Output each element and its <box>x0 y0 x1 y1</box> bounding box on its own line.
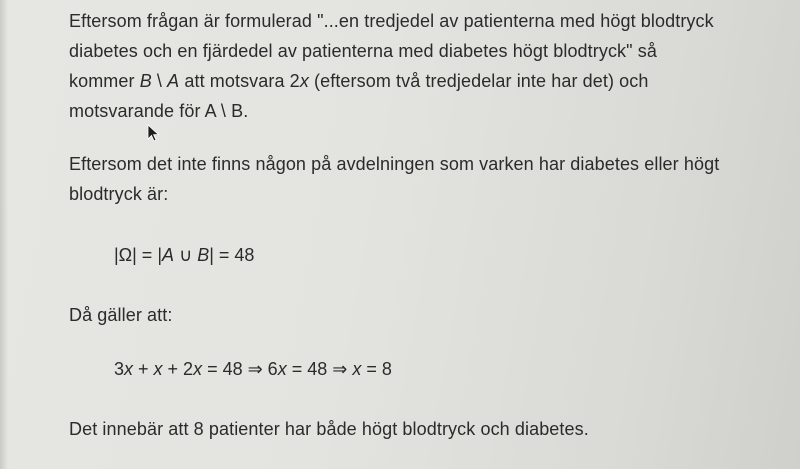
explanation-paragraph <box>69 149 784 209</box>
set-a: A <box>162 245 175 265</box>
page-edge-shadow <box>0 0 8 469</box>
equation-part: = 48 ⇒ 6 <box>202 359 278 379</box>
set-b: B <box>197 245 210 265</box>
equation-part: = 48 ⇒ <box>286 359 353 379</box>
explanation-paragraph: Då gäller att: <box>69 305 173 325</box>
variable-x: x <box>299 71 309 91</box>
conclusion-paragraph: Det innebär att 8 patienter har både högt blodtryck och diabetes. <box>69 419 589 439</box>
equation-solve-x <box>114 354 392 384</box>
variable-x: x <box>352 359 362 379</box>
equation-part: = 8 <box>361 359 392 379</box>
equation-part: + <box>133 359 154 379</box>
paragraph-line <box>69 71 648 91</box>
variable-x: x <box>193 359 203 379</box>
variable-x: x <box>277 359 287 379</box>
union-operator: ∪ <box>174 245 198 265</box>
variable-x: x <box>153 359 163 379</box>
set-b: B <box>139 71 152 91</box>
equation-part: | = 48 <box>209 245 255 265</box>
equation-part: |Ω| = | <box>114 245 162 265</box>
paragraph-line: Eftersom frågan är formulerad "...en tredjedel av patienterna med högt blodtryck <box>69 11 714 31</box>
explanation-paragraph <box>69 6 784 126</box>
set-difference-operator: \ <box>151 71 168 91</box>
equation-part: 3 <box>114 359 125 379</box>
variable-x: x <box>124 359 134 379</box>
text-run: att motsvara 2 <box>179 71 300 91</box>
text-run: kommer <box>69 71 140 91</box>
paragraph-line: diabetes och en fjärdedel av patienterna med diabetes högt blodtryck" så <box>69 41 657 61</box>
equation-part: + 2 <box>162 359 194 379</box>
text-run: (eftersom två tredjedelar inte har det) och <box>308 71 649 91</box>
paragraph-line: motsvarande för A \ B. <box>69 101 249 121</box>
set-a: A <box>167 71 180 91</box>
paragraph-line: Eftersom det inte finns någon på avdelningen som varken har diabetes eller högt <box>69 154 720 174</box>
mouse-pointer-icon <box>146 124 162 144</box>
equation-universe-size <box>114 240 254 270</box>
paragraph-line: blodtryck är: <box>69 184 169 204</box>
